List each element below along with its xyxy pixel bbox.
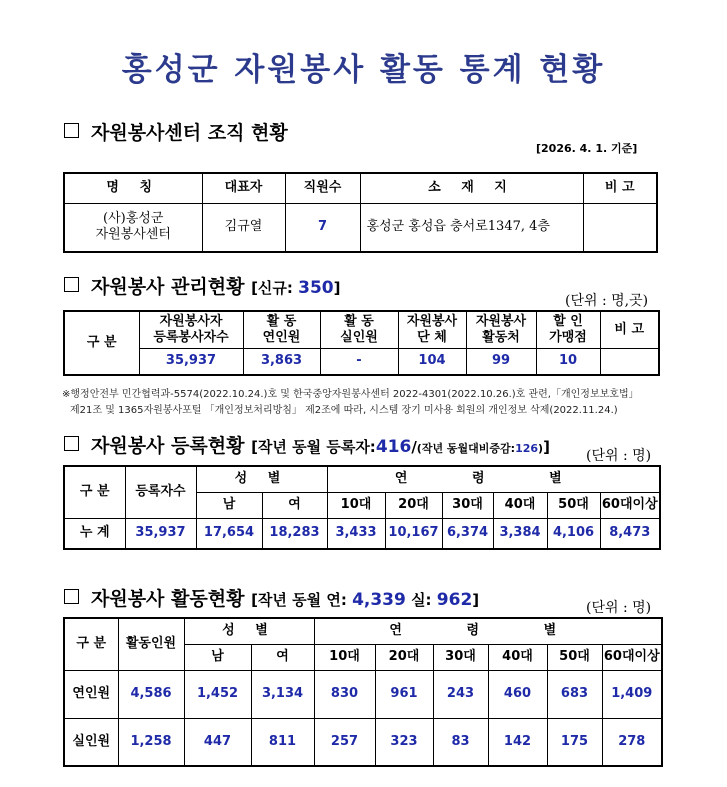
- col-header-remark: 비 고: [583, 173, 657, 203]
- act-table: [63, 617, 663, 767]
- col-header-count: 활동인원: [118, 618, 184, 670]
- act-value: 323: [375, 718, 433, 766]
- act-row-label: 구 분: [64, 618, 118, 670]
- reg-row-label: 구 분: [64, 466, 125, 518]
- reg-total-label: 누 계: [64, 518, 125, 549]
- col-header-age-40: 40대: [488, 644, 547, 670]
- col-header-age-20: 20대: [385, 492, 442, 518]
- table-row: [64, 718, 662, 766]
- footnote-line-2: 제21조 및 1365자원봉사포털 「개인정보처리방침」 제2조에 따라, 시스템 장기 미사용 회원의 개인정보 삭제(2022.11.24.): [70, 405, 618, 416]
- square-bullet-icon: [64, 123, 79, 138]
- col-header-location: 소 재 지: [360, 173, 583, 203]
- col-header-age-50: 50대: [547, 644, 602, 670]
- act-last-year-actual: 962: [436, 590, 473, 610]
- col-header-age-60plus: 60대이상: [600, 492, 660, 518]
- table-header-row: [64, 618, 662, 644]
- mgmt-value-groups: 104: [398, 348, 466, 375]
- col-header-age-30: 30대: [433, 644, 488, 670]
- reg-value-age-20: 10,167: [385, 518, 442, 549]
- act-value: 142: [488, 718, 547, 766]
- act-value: 243: [433, 670, 488, 718]
- act-value: 1,452: [184, 670, 251, 718]
- col-header-remark: 비 고: [600, 311, 659, 348]
- reg-value-count: 35,937: [125, 518, 196, 549]
- col-header-age: 연 령 별: [314, 618, 662, 644]
- col-header-rep: 대표자: [202, 173, 285, 203]
- table-header-row: [64, 311, 659, 348]
- act-row-label-total: 연인원: [64, 670, 118, 718]
- reg-value-female: 18,283: [262, 518, 327, 549]
- reg-value-age-30: 6,374: [442, 518, 493, 549]
- col-header-discount: 할 인 가맹점: [536, 311, 600, 348]
- mgmt-value-places: 99: [466, 348, 536, 375]
- act-value: 961: [375, 670, 433, 718]
- col-header-age-20: 20대: [375, 644, 433, 670]
- reg-value-age-60plus: 8,473: [600, 518, 660, 549]
- col-header-female: 여: [262, 492, 327, 518]
- act-value: 3,134: [251, 670, 314, 718]
- page-title: 홍성군 자원봉사 활동 통계 현황: [121, 52, 606, 88]
- act-value: 175: [547, 718, 602, 766]
- mgmt-value-remark: [600, 348, 659, 375]
- act-value: 811: [251, 718, 314, 766]
- col-header-activity-total: 활 동 연인원: [243, 311, 320, 348]
- col-header-age-60plus: 60대이상: [602, 644, 662, 670]
- act-value: 1,258: [118, 718, 184, 766]
- act-unit-note: (단위 : 명): [586, 600, 652, 616]
- col-header-age: 연 령 별: [327, 466, 660, 492]
- col-header-gender: 성 별: [184, 618, 314, 644]
- reg-change-count: 126: [515, 442, 539, 455]
- org-name-cell: (사)홍성군 자원봉사센터: [64, 203, 202, 252]
- col-header-age-30: 30대: [442, 492, 493, 518]
- act-value: 1,409: [602, 670, 662, 718]
- org-section-heading: 자원봉사센터 조직 현황: [64, 118, 288, 145]
- act-value: 460: [488, 670, 547, 718]
- reg-value-age-50: 4,106: [547, 518, 600, 549]
- col-header-staff: 직원수: [285, 173, 360, 203]
- footnote-line-1: ※행정안전부 민간협력과-5574(2022.10.24.)호 및 한국중앙자원봉사센터 2022-4301(2022.10.26.)호 관련,「개인정보보호법」: [62, 389, 639, 400]
- mgmt-row-label: 구 분: [64, 311, 139, 375]
- mgmt-unit-note: (단위 : 명,곳): [565, 293, 649, 309]
- org-remark-cell: [583, 203, 657, 252]
- col-header-male: 남: [196, 492, 262, 518]
- reg-table: [63, 465, 661, 550]
- col-header-activity-actual: 활 동 실인원: [320, 311, 398, 348]
- col-header-places: 자원봉사 활동처: [466, 311, 536, 348]
- org-table: [63, 172, 658, 253]
- reg-value-age-10: 3,433: [327, 518, 385, 549]
- table-row: [64, 518, 660, 549]
- reg-last-year-count: 416: [375, 437, 412, 457]
- mgmt-table: [63, 310, 660, 376]
- mgmt-section-heading: 자원봉사 관리현황 [신규: 350]: [64, 272, 341, 299]
- table-row: [64, 348, 659, 375]
- act-value: 257: [314, 718, 375, 766]
- col-header-groups: 자원봉사 단 체: [398, 311, 466, 348]
- reference-date: [2026. 4. 1. 기준]: [536, 142, 638, 155]
- act-value: 683: [547, 670, 602, 718]
- act-value: 278: [602, 718, 662, 766]
- col-header-age-10: 10대: [327, 492, 385, 518]
- square-bullet-icon: [64, 436, 79, 451]
- square-bullet-icon: [64, 277, 79, 292]
- act-row-label-actual: 실인원: [64, 718, 118, 766]
- act-section-heading: 자원봉사 활동현황 [작년 동월 연: 4,339 실: 962]: [64, 584, 479, 611]
- col-header-count: 등록자수: [125, 466, 196, 518]
- table-row: [64, 670, 662, 718]
- col-header-name: 명 칭: [64, 173, 202, 203]
- act-last-year-total: 4,339: [352, 590, 406, 610]
- org-staff-cell: 7: [285, 203, 360, 252]
- table-header-row: [64, 466, 660, 492]
- col-header-male: 남: [184, 644, 251, 670]
- reg-value-male: 17,654: [196, 518, 262, 549]
- act-value: 830: [314, 670, 375, 718]
- reg-unit-note: (단위 : 명): [586, 448, 652, 464]
- mgmt-value-discount: 10: [536, 348, 600, 375]
- act-value: 83: [433, 718, 488, 766]
- act-value: 447: [184, 718, 251, 766]
- org-location-cell: 홍성군 홍성읍 충서로1347, 4층: [360, 203, 583, 252]
- col-header-female: 여: [251, 644, 314, 670]
- org-rep-cell: 김규열: [202, 203, 285, 252]
- table-header-row: [64, 173, 657, 203]
- col-header-age-50: 50대: [547, 492, 600, 518]
- mgmt-value-registered: 35,937: [139, 348, 243, 375]
- mgmt-value-activity-actual: -: [320, 348, 398, 375]
- col-header-registered: 자원봉사자 등록봉사자수: [139, 311, 243, 348]
- col-header-age-10: 10대: [314, 644, 375, 670]
- mgmt-new-count: 350: [298, 278, 334, 298]
- col-header-gender: 성 별: [196, 466, 327, 492]
- mgmt-value-activity-total: 3,863: [243, 348, 320, 375]
- act-value: 4,586: [118, 670, 184, 718]
- col-header-age-40: 40대: [493, 492, 547, 518]
- table-row: [64, 203, 657, 252]
- square-bullet-icon: [64, 589, 79, 604]
- reg-value-age-40: 3,384: [493, 518, 547, 549]
- reg-section-heading: 자원봉사 등록현황 [작년 동월 등록자:416/(작년 동월대비증감:126)]: [64, 431, 550, 458]
